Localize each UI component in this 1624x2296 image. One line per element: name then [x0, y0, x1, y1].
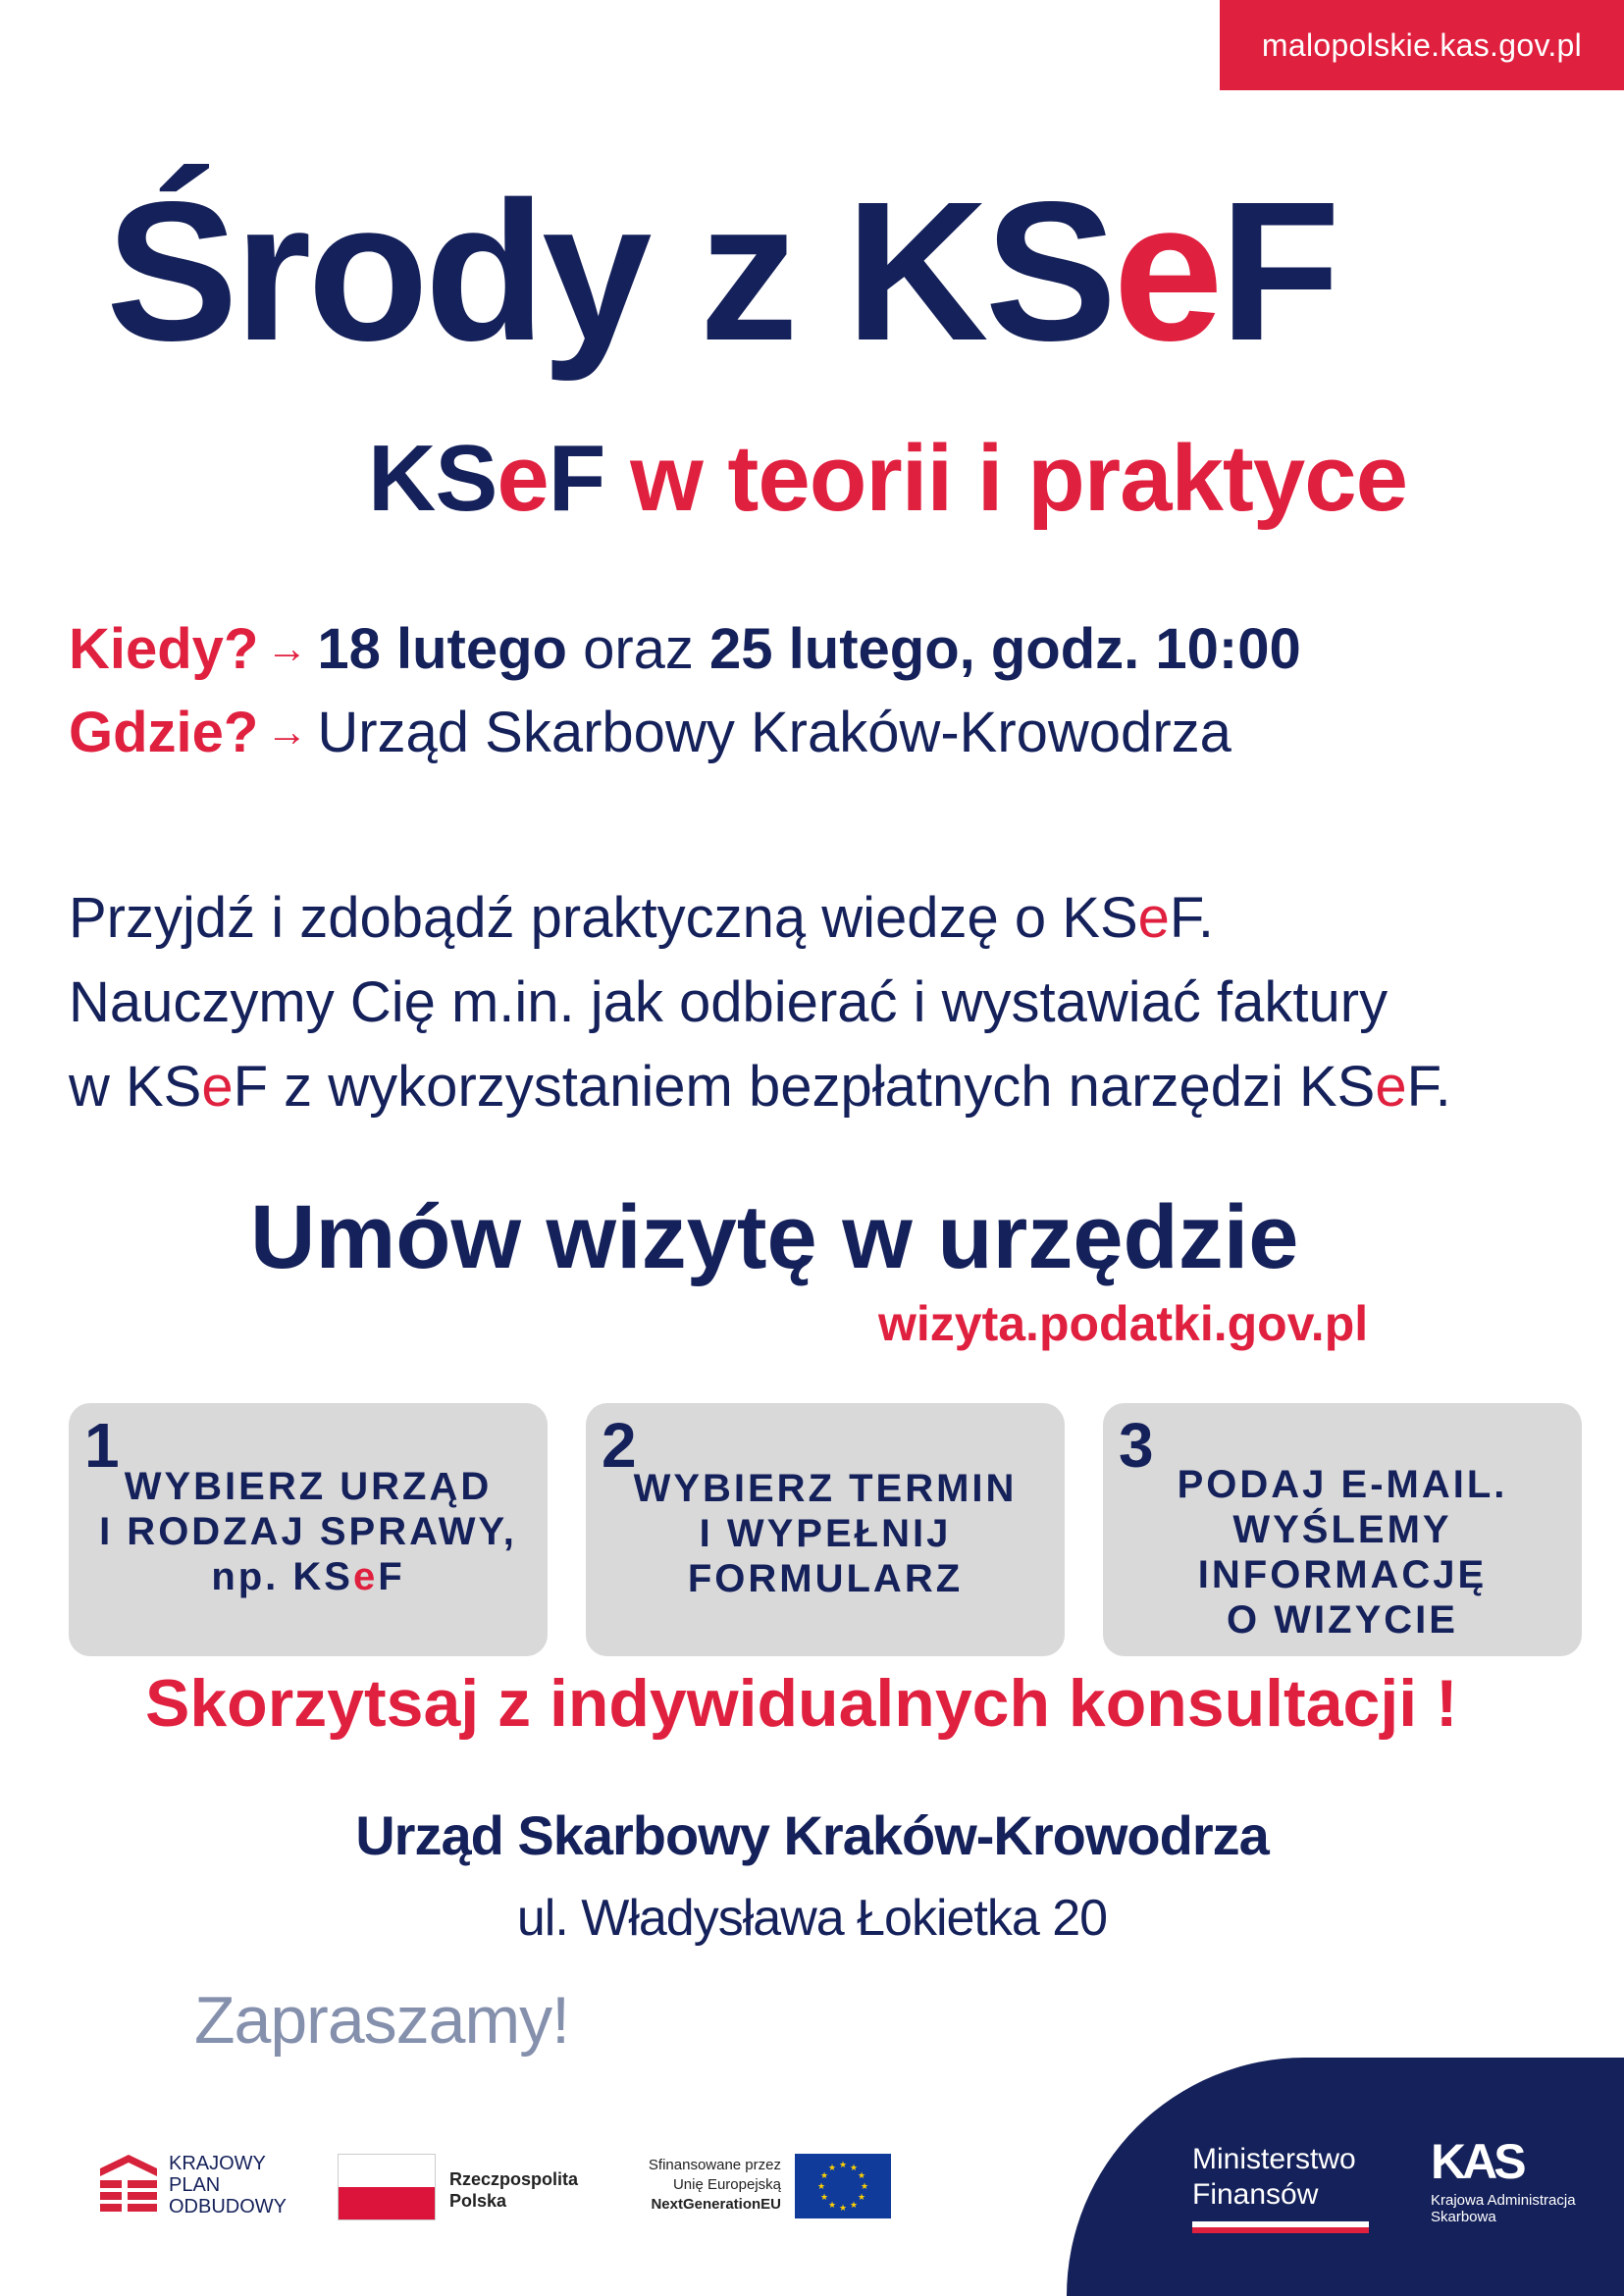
step-text: PODAJ E-MAIL. WYŚLEMY INFORMACJĘ O WIZYCIE	[1177, 1463, 1508, 1642]
when-line: Kiedy? → 18 lutego oraz 25 lutego, godz. 10:00	[69, 617, 1301, 681]
where-label: Gdzie?	[69, 701, 259, 764]
when-label: Kiedy?	[69, 617, 259, 681]
poster-subtitle: KSeF w teorii i praktyce	[368, 426, 1408, 531]
svg-text:★: ★	[860, 2182, 869, 2192]
kas-mark: KAS	[1431, 2134, 1523, 2189]
step-number: 2	[602, 1410, 637, 1481]
kpo-icon	[98, 2153, 159, 2219]
website-url[interactable]: malopolskie.kas.gov.pl	[1261, 26, 1583, 63]
mf-flag-stripe	[1192, 2221, 1369, 2233]
steps	[69, 1403, 1582, 1656]
svg-text:★: ★	[857, 2193, 866, 2203]
svg-text:★: ★	[827, 2164, 837, 2173]
svg-text:★: ★	[819, 2171, 829, 2181]
svg-text:★: ★	[838, 2204, 848, 2214]
step-card-3	[1103, 1403, 1582, 1656]
office-address: ul. Władysława Łokietka 20	[516, 1890, 1108, 1947]
step-card-1	[69, 1403, 548, 1656]
cta-heading: Umów wizytę w urzędzie	[250, 1187, 1299, 1287]
website-url-tab[interactable]	[1220, 0, 1624, 90]
svg-text:★: ★	[849, 2201, 859, 2211]
kas-label: Krajowa Administracja Skarbowa	[1431, 2192, 1576, 2225]
svg-text:★: ★	[816, 2182, 826, 2192]
svg-text:★: ★	[819, 2193, 829, 2203]
date-1: 18 lutego	[317, 617, 567, 681]
date-2: 25 lutego, godz. 10:00	[709, 617, 1301, 681]
eu-funding-label: Sfinansowane przez Unię Europejską NextGenerationEU	[648, 2157, 781, 2213]
eu-flag-icon	[795, 2154, 891, 2218]
booking-url-link[interactable]: wizyta.podatki.gov.pl	[878, 1296, 1369, 1351]
svg-text:★: ★	[827, 2201, 837, 2211]
kpo-label: KRAJOWY PLAN ODBUDOWY	[169, 2153, 287, 2218]
svg-text:★: ★	[849, 2164, 859, 2173]
step-number: 3	[1119, 1410, 1154, 1481]
kpo-logo	[98, 2153, 287, 2224]
polish-flag-icon	[338, 2154, 436, 2220]
step-number: 1	[84, 1410, 120, 1481]
ministry-of-finance-logo: Ministerstwo Finansów	[1192, 2143, 1356, 2211]
description-line: Przyjdź i zdobądź praktyczną wiedzę o KSeF.	[69, 886, 1215, 950]
consultation-callout: Skorzytsaj z indywidualnych konsultacji !	[145, 1666, 1458, 1741]
office-name: Urząd Skarbowy Kraków-Krowodrza	[355, 1804, 1269, 1866]
arrow-right-icon: →	[266, 625, 308, 671]
rp-label: Rzeczpospolita Polska	[449, 2169, 579, 2211]
invitation: Zapraszamy!	[194, 1983, 569, 2058]
step-text: WYBIERZ URZĄD I RODZAJ SPRAWY, np. KSeF	[99, 1465, 517, 1598]
poster-title: Środy z KSeF	[106, 160, 1337, 382]
where-line	[69, 701, 1231, 764]
description-line: w KSeF z wykorzystaniem bezpłatnych narzędzi KSeF.	[69, 1055, 1451, 1119]
svg-text:★: ★	[838, 2161, 848, 2170]
description	[69, 876, 1599, 1129]
step-text: WYBIERZ TERMIN I WYPEŁNIJ FORMULARZ	[633, 1467, 1018, 1600]
where-place: Urząd Skarbowy Kraków-Krowodrza	[317, 701, 1231, 764]
kas-logo	[1431, 2134, 1576, 2225]
svg-text:★: ★	[857, 2171, 866, 2181]
step-card-2	[586, 1403, 1065, 1656]
arrow-right-icon: →	[266, 708, 308, 755]
description-line: Nauczymy Cię m.in. jak odbierać i wystawiać faktury	[69, 970, 1388, 1034]
